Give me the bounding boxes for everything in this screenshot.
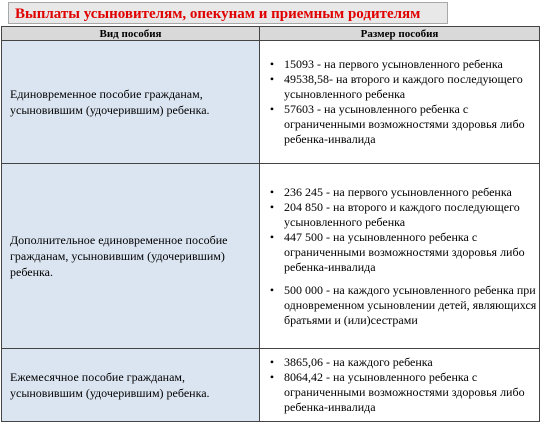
list-item	[266, 355, 537, 370]
list-item	[266, 57, 537, 72]
benefit-size-list	[266, 185, 537, 328]
list-item	[266, 200, 537, 230]
list-item-text: 49538,58- на второго и каждого последующего усыновленного ребенка	[284, 72, 523, 101]
benefit-kind-cell: Единовременное пособие гражданам, усыновившим (удочерившим) ребенка.	[2, 41, 260, 164]
benefit-size-cell	[260, 164, 540, 349]
list-item	[266, 370, 537, 415]
benefit-size-list	[266, 355, 537, 415]
list-item-text: 236 245 - на первого усыновленного ребенка	[284, 184, 512, 199]
list-item-text: 8064,42 - на усыновленного ребенка с ограниченными возможностями здоровья либо ребенка-инвалида	[284, 370, 525, 414]
benefit-size-cell	[260, 41, 540, 164]
benefit-kind-cell: Ежемесячное пособие гражданам, усыновившим (удочерившим) ребенка.	[2, 349, 260, 422]
bullet-icon: •	[269, 72, 275, 86]
page-title: Выплаты усыновителям, опекунам и приемным родителям	[15, 6, 421, 22]
bullet-icon: •	[269, 199, 275, 214]
list-item	[266, 72, 537, 102]
list-item	[266, 185, 537, 200]
table-row	[2, 41, 540, 164]
bullet-icon: •	[269, 370, 275, 384]
table-row	[2, 349, 540, 422]
benefit-kind-cell: Дополнительное единовременное пособие гражданам, усыновившим (удочерившим) ребенка.	[2, 164, 260, 349]
bullet-icon: •	[269, 102, 275, 116]
list-item-text: 15093 - на первого усыновленного ребенка	[284, 57, 503, 71]
title-bar	[8, 2, 448, 24]
bullet-icon: •	[269, 282, 275, 297]
column-header-kind: Вид пособия	[2, 27, 260, 41]
list-item-text: 3865,06 - на каждого ребенка	[284, 355, 433, 369]
bullet-icon: •	[269, 184, 275, 199]
benefits-table	[1, 26, 540, 422]
list-item	[266, 230, 537, 275]
list-item	[266, 283, 537, 328]
list-item-text: 57603 - на усыновленного ребенка с ограниченными возможностями здоровья либо ребенка-инвалида	[284, 102, 525, 146]
column-header-size: Размер пособия	[260, 27, 540, 41]
benefit-size-cell	[260, 349, 540, 422]
bullet-icon: •	[269, 57, 275, 71]
list-item-text: 500 000 - на каждого усыновленного ребенка при одновременном усыновлении детей, являющихся братьями и (или)сестрами	[284, 282, 537, 327]
list-item-text: 204 850 - на второго и каждого последующего усыновленного ребенка	[284, 199, 520, 229]
list-item-text: 447 500 - на усыновленного ребенка с ограниченными возможностями здоровья либо ребенка-инвалида	[284, 229, 525, 274]
table-row	[2, 164, 540, 349]
benefit-size-list	[266, 57, 537, 147]
list-item	[266, 102, 537, 147]
bullet-icon: •	[269, 229, 275, 244]
bullet-icon: •	[269, 355, 275, 369]
table-header-row	[2, 27, 540, 41]
